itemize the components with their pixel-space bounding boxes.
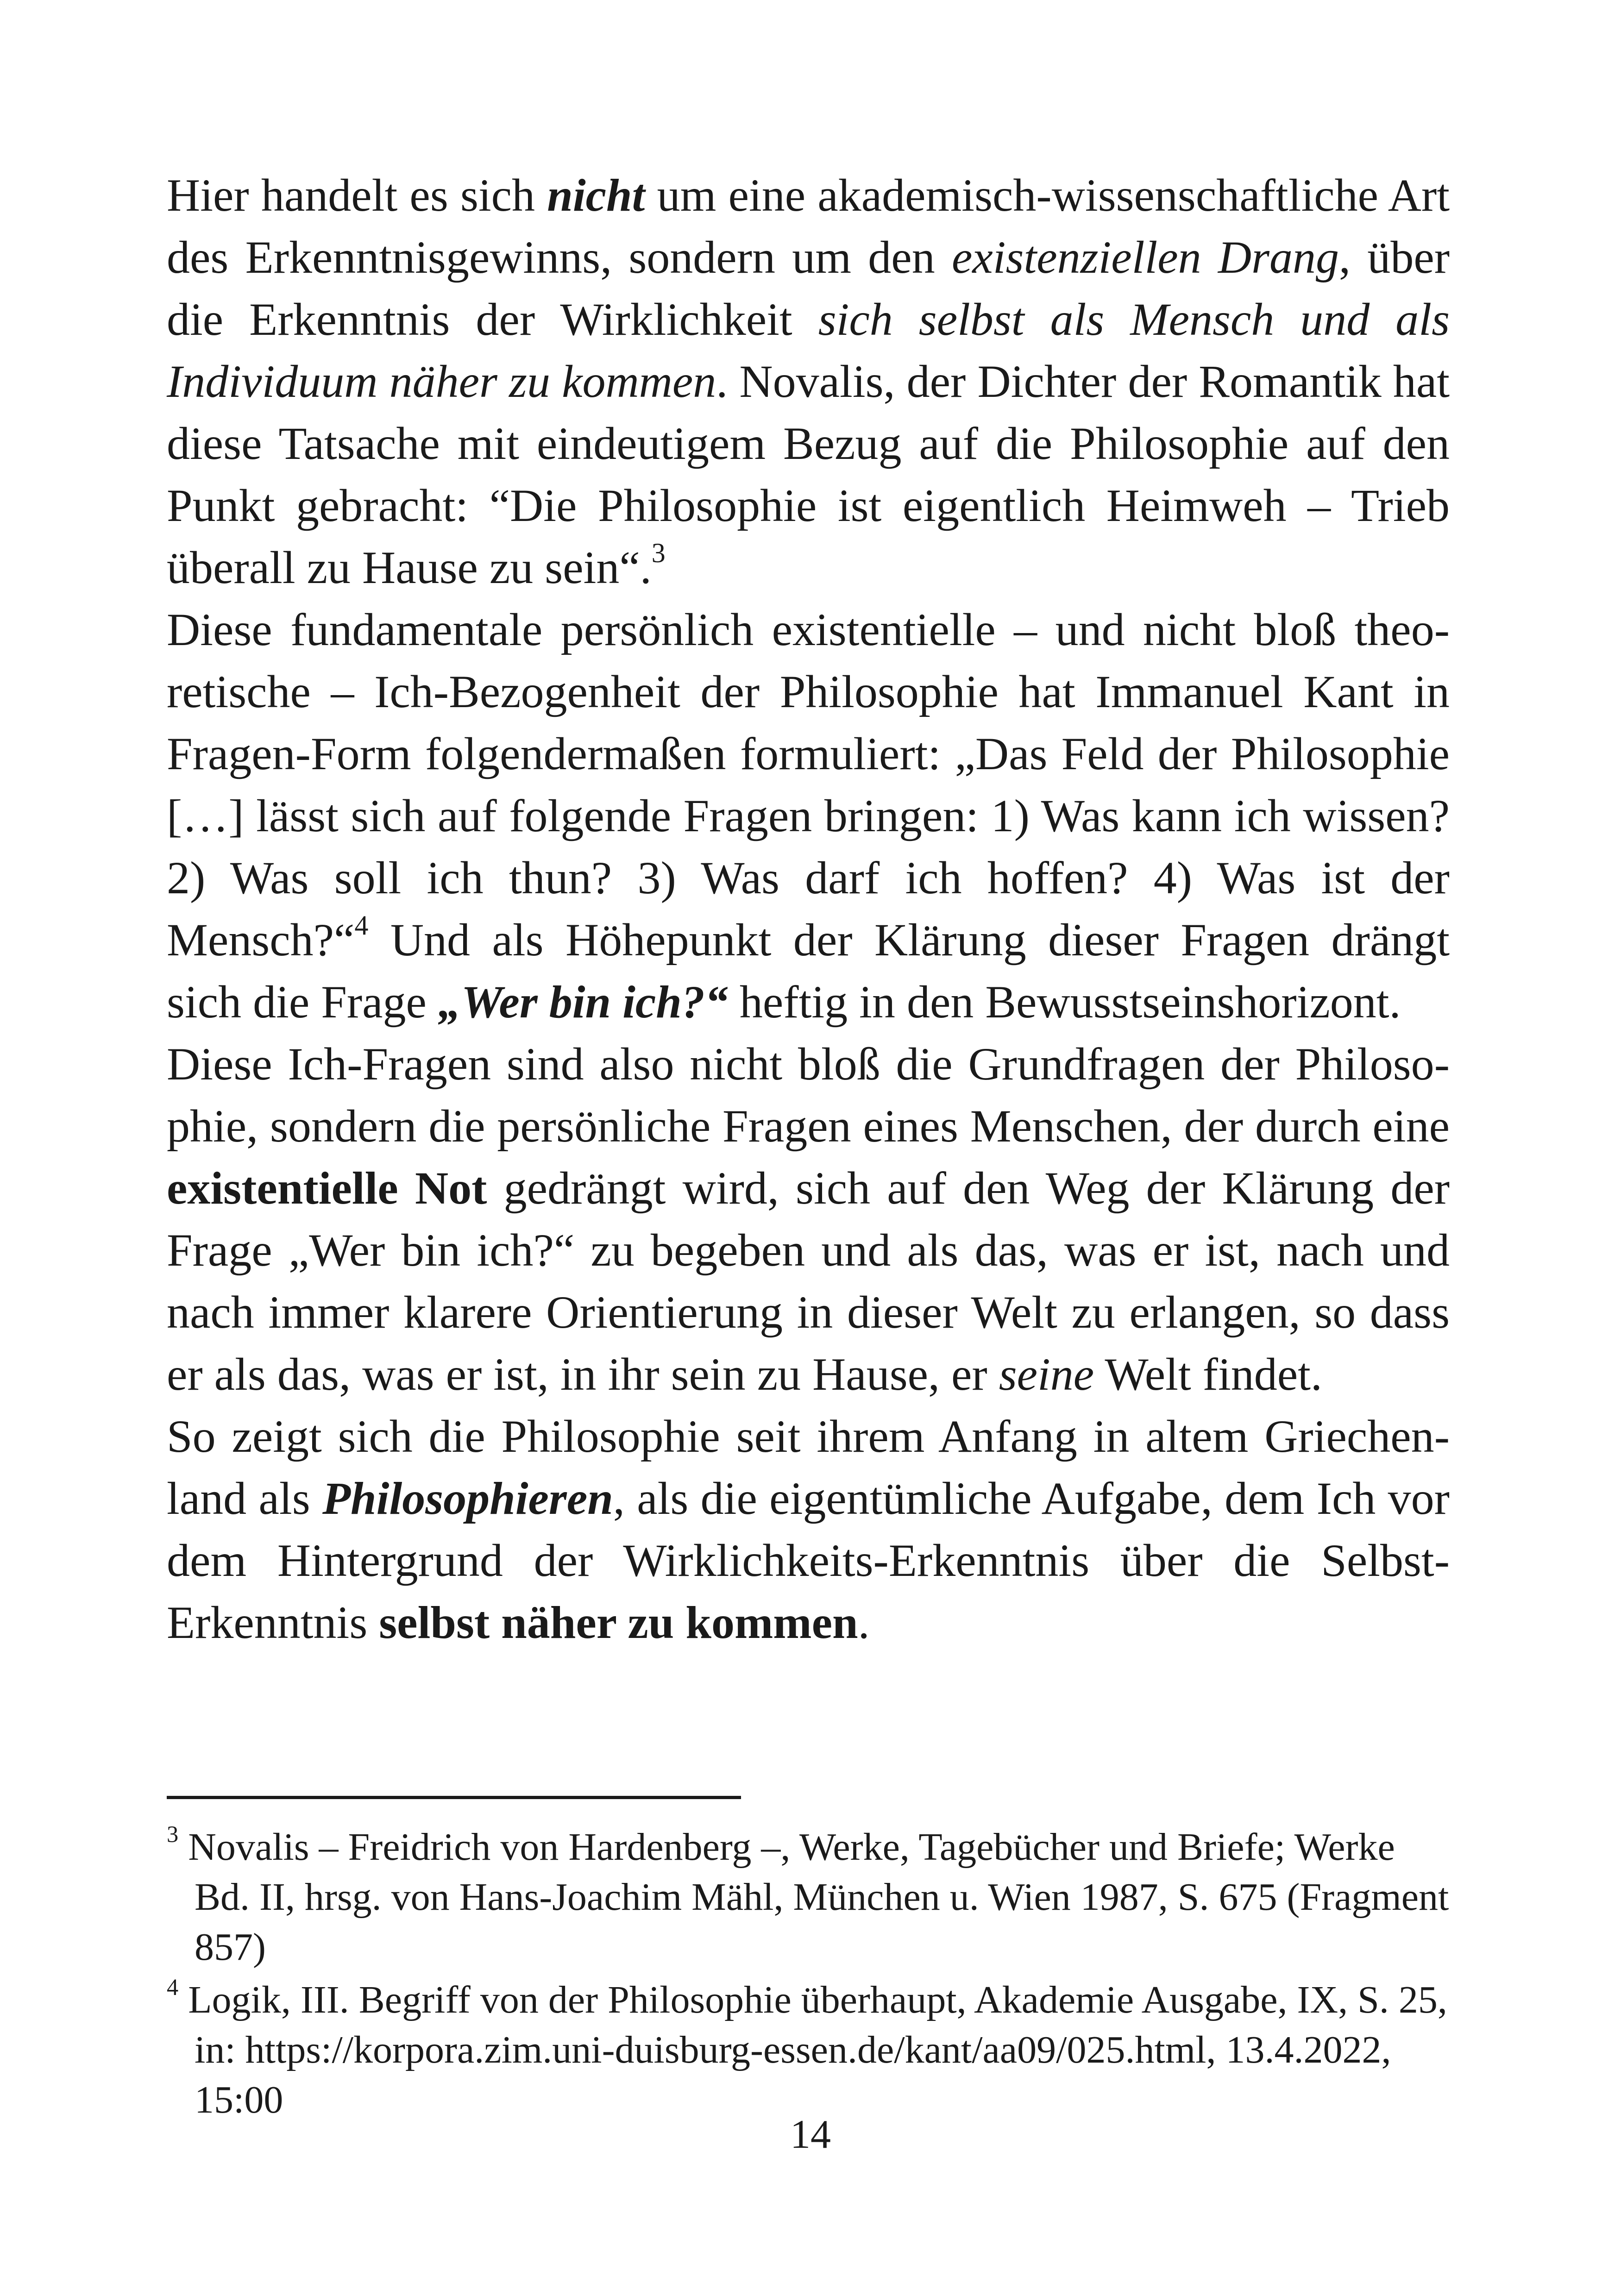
- footnote-ref: 3: [651, 538, 666, 568]
- text-segment: nicht: [547, 169, 645, 221]
- footnote-text: Logik, III. Begriff von der Philosophie überhaupt, Akademie Ausgabe, IX, S. 25, in: https://korpora.zim.uni-duisburg-essen.de/kant/aa09/025.html, 13.4.2022, 15:00: [188, 1978, 1447, 2121]
- text-segment: , über die Erkenntnis der Wirklichkeit: [167, 232, 1450, 345]
- text-segment: Welt findet.: [1094, 1349, 1322, 1400]
- text-segment: selbst näher zu kommen: [379, 1597, 858, 1648]
- footnote-separator: [167, 1796, 741, 1799]
- text-segment: Philosophieren: [322, 1473, 613, 1524]
- footnote-text: Novalis – Freidrich von Hardenberg –, Werke, Tagebücher und Briefe; Werke Bd. II, hrsg. von Hans-Joachim Mähl, München u. Wien 1987, S. 675 (Fragment 857): [188, 1826, 1449, 1969]
- text-segment: Und als Höhepunkt der Klärung dieser Fragen drängt sich die Frage: [167, 914, 1450, 1028]
- paragraph: [167, 1033, 1450, 1405]
- text-segment: heftig in den Bewusstseinshorizont.: [728, 976, 1401, 1028]
- text-segment: sich selbst als Mensch und als Individuum näher zu kommen: [167, 294, 1450, 407]
- footnotes: [167, 1822, 1450, 2125]
- footnote-number: 3: [167, 1821, 179, 1848]
- footnote-number: 4: [167, 1974, 179, 2001]
- paragraph: [167, 599, 1450, 1033]
- text-segment: um eine akademisch-wissenschaftliche Art des Erkenntnisgewinns, sondern um den: [167, 169, 1450, 283]
- text-segment: seine: [999, 1349, 1094, 1400]
- text-segment: Diese fundamentale persönlich existentielle – und nicht bloß theoretische – Ich-Bezogenheit der Philosophie hat Immanuel Kant in Fragen-Form folgendermaßen formuliert: „Das Feld der Philosophie […] lässt sich auf folgende Fragen bringen: 1) Was kann ich wissen? 2) Was soll ich thun? 3) Was darf ich hoffen? 4) Was ist der Mensch?“: [167, 604, 1450, 966]
- footnote: [167, 1975, 1450, 2125]
- footnote: [167, 1822, 1450, 1972]
- text-segment: . Novalis, der Dichter der Romantik hat diese Tatsache mit eindeutigem Bezug auf die Philosophie auf den Punkt gebracht: “Die Philosophie ist eigentlich Heimweh – Trieb überall zu Hause zu sein“.: [167, 356, 1450, 593]
- text-segment: So zeigt sich die Philosophie seit ihrem Anfang in altem Griechenland als: [167, 1411, 1450, 1524]
- paragraph: [167, 164, 1450, 599]
- text-segment: , als die eigentümliche Aufgabe, dem Ich vor dem Hintergrund der Wirklichkeits-Erkenntnis über die Selbst-Erkenntnis: [167, 1473, 1450, 1648]
- text-segment: existenziellen Drang: [951, 232, 1339, 283]
- text-segment: existentielle Not: [167, 1162, 487, 1214]
- text-segment: .: [858, 1597, 870, 1648]
- text-segment: „Wer bin ich?“: [438, 976, 728, 1028]
- paragraph: [167, 1405, 1450, 1654]
- text-segment: Diese Ich-Fragen sind also nicht bloß die Grundfragen der Philosophie, sondern die persönliche Fragen eines Menschen, der durch eine: [167, 1038, 1450, 1152]
- text-segment: gedrängt wird, sich auf den Weg der Klärung der Frage „Wer bin ich?“ zu begeben und als das, was er ist, nach und nach immer klarere Orientierung in dieser Welt zu erlangen, so dass er als das, was er ist, in ihr sein zu Hause, er: [167, 1162, 1450, 1400]
- text-segment: Hier handelt es sich: [167, 169, 547, 221]
- footnote-ref: 4: [354, 910, 369, 941]
- body-text: [167, 164, 1450, 1654]
- page-number: 14: [790, 2112, 831, 2157]
